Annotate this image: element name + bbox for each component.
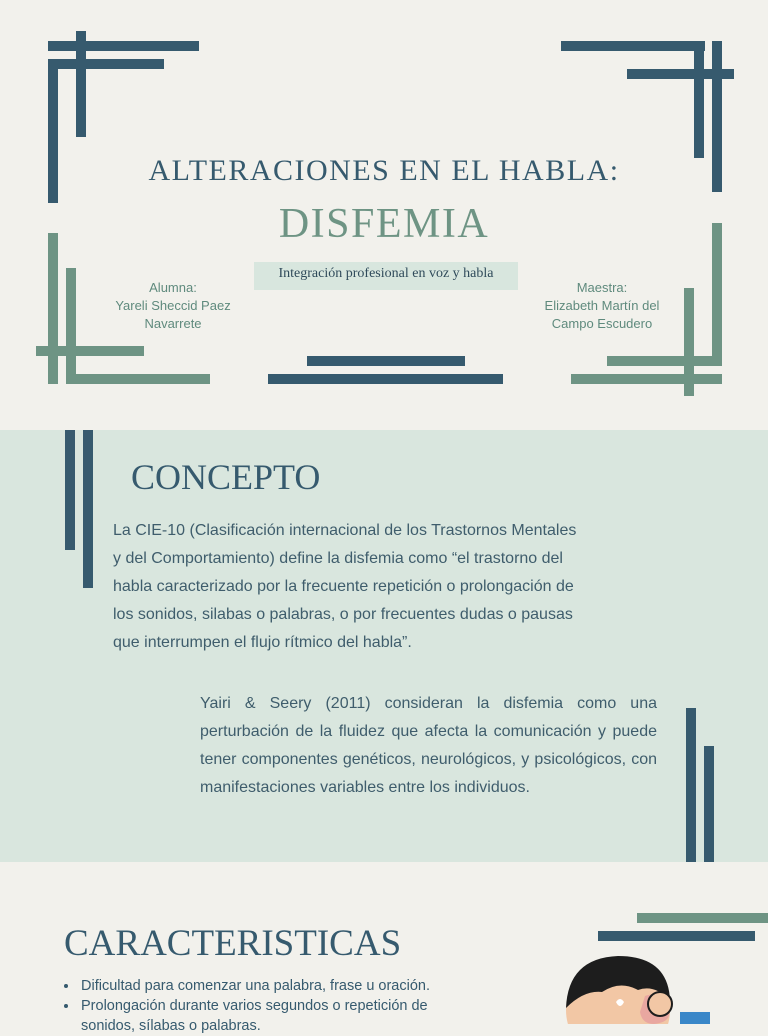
characteristics-list [64,976,479,1036]
frame-bar [36,346,144,356]
frame-bar [65,430,75,550]
frame-bar [694,41,704,158]
frame-bar [561,41,705,51]
frame-bar [48,59,164,69]
frame-bar [66,268,76,384]
page-subtitle: DISFEMIA [278,201,490,247]
frame-bar [66,374,210,384]
list-item: • Dificultad para comenzar una palabra, frase u oración. [79,976,479,996]
teacher-name: Elizabeth Martín del Campo Escudero [544,298,660,331]
student-block [100,279,246,333]
frame-bar [704,746,714,862]
frame-bar [686,708,696,862]
frame-bar [571,374,722,384]
stressed-person-icon [550,940,720,1024]
teacher-label: Maestra: [576,280,628,295]
frame-bar [307,356,465,366]
concept-paragraph-1: La CIE-10 (Clasificación internacional de los Trastornos Mentales y del Comportamiento) define la disfemia como “el trastorno del habla caracterizado por la frecuente repetición o prolongación de los sonidos, silabas o palabras, o por frecuentes dudas o pausas que interrumpen el flujo rítmico del habla”. [113,522,577,651]
teacher-block [532,279,672,333]
page-title: ALTERACIONES EN EL HABLA: [148,154,620,187]
frame-bar [76,31,86,137]
student-name: Yareli Sheccid Paez Navarrete [115,298,231,331]
frame-bar [48,41,199,51]
student-label: Alumna: [149,280,197,295]
characteristics-heading: CARACTERISTICAS [64,923,402,964]
frame-bar [83,430,93,588]
frame-bar [607,356,722,366]
frame-bar [268,374,503,384]
frame-bar [48,233,58,384]
frame-bar [637,913,768,923]
list-item: • Prolongación durante varios segundos o repetición de sonidos, sílabas o palabras. [79,996,479,1036]
concept-paragraph-2: Yairi & Seery (2011) consideran la disfemia como una perturbación de la fluidez que afecta la comunicación y puede tener componentes genéticos, neurológicos, y psicológicos, con manifestaciones variables entre los individuos. [200,695,657,796]
course-tag: Integración profesional en voz y habla [254,262,518,290]
concept-heading: CONCEPTO [131,457,321,497]
